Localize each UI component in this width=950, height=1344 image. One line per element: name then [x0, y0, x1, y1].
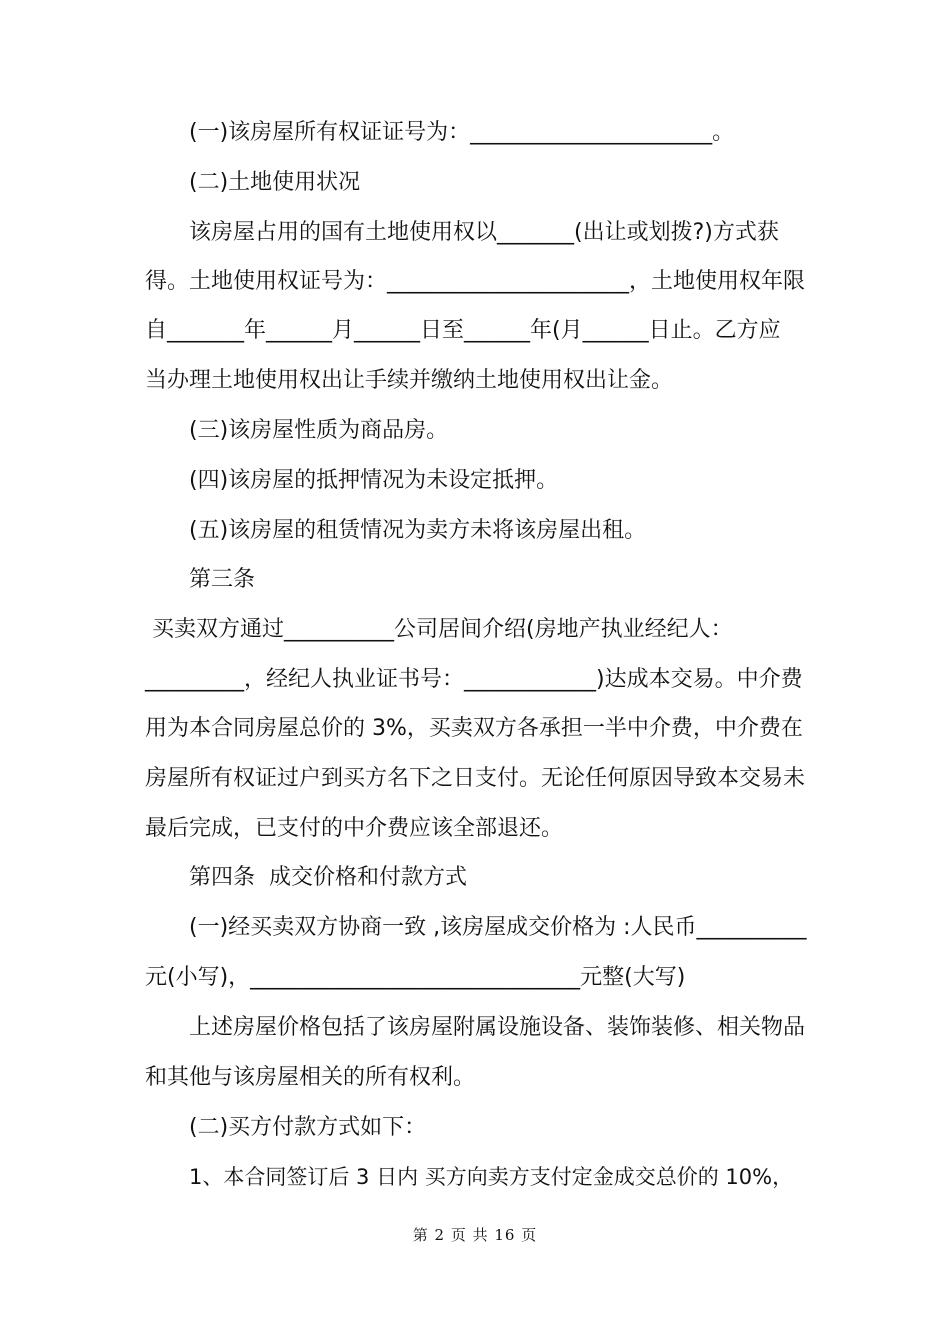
paragraph-land-use-line-4: 当办理土地使用权出让手续并缴纳土地使用权出让金。	[145, 368, 674, 393]
article-3-heading: 第三条	[189, 567, 256, 592]
clause-1-5-lease-status: (五)该房屋的租赁情况为卖方未将该房屋出租。	[189, 518, 647, 543]
paragraph-land-use-line-2: 得。土地使用权证号为：______________________，土地使用权年限	[145, 269, 806, 294]
paragraph-land-use-line-3: 自_______年______月______日至______年(月______日止。乙方应	[145, 318, 781, 343]
clause-1-1-certificate-number: (一)该房屋所有权证证号为：______________________。	[189, 120, 735, 145]
clause-1-3-property-nature: (三)该房屋性质为商品房。	[189, 418, 449, 443]
article-3-line-3: 用为本合同房屋总价的 3%，买卖双方各承担一半中介费，中介费在	[145, 716, 803, 741]
article-3-line-5: 最后完成，已支付的中介费应该全部退还。	[145, 816, 564, 841]
price-inclusions-line-1: 上述房屋价格包括了该房屋附属设施设备、装饰装修、相关物品	[189, 1015, 806, 1040]
payment-item-1: 1、本合同签订后 3 日内 买方向卖方支付定金成交总价的 10%，	[189, 1165, 794, 1189]
clause-4-1-price-line-2: 元(小写)，______________________________元整(大写)	[145, 965, 686, 990]
article-3-line-1: 买卖双方通过__________公司居间介绍(房地产执业经纪人：	[145, 617, 733, 642]
article-3-line-4: 房屋所有权证过户到买方名下之日支付。无论任何原因导致本交易未	[145, 766, 806, 791]
clause-1-2-heading: (二)土地使用状况	[189, 170, 361, 195]
clause-1-4-mortgage-status: (四)该房屋的抵押情况为未设定抵押。	[189, 468, 559, 493]
page-footer: 第 2 页 共 16 页	[412, 1226, 538, 1244]
article-3-line-2: _________，经纪人执业证书号：____________)达成本交易。中介费	[145, 667, 803, 692]
clause-4-1-price-line-1: (一)经买卖双方协商一致 ,该房屋成交价格为 :人民币__________	[189, 915, 807, 940]
article-4-heading: 第四条 成交价格和付款方式	[189, 865, 467, 890]
clause-4-2-payment-heading: (二)买方付款方式如下：	[189, 1115, 427, 1140]
paragraph-land-use-line-1: 该房屋占用的国有土地使用权以_______(出让或划拨?)方式获	[189, 220, 779, 245]
price-inclusions-line-2: 和其他与该房屋相关的所有权利。	[145, 1065, 476, 1090]
